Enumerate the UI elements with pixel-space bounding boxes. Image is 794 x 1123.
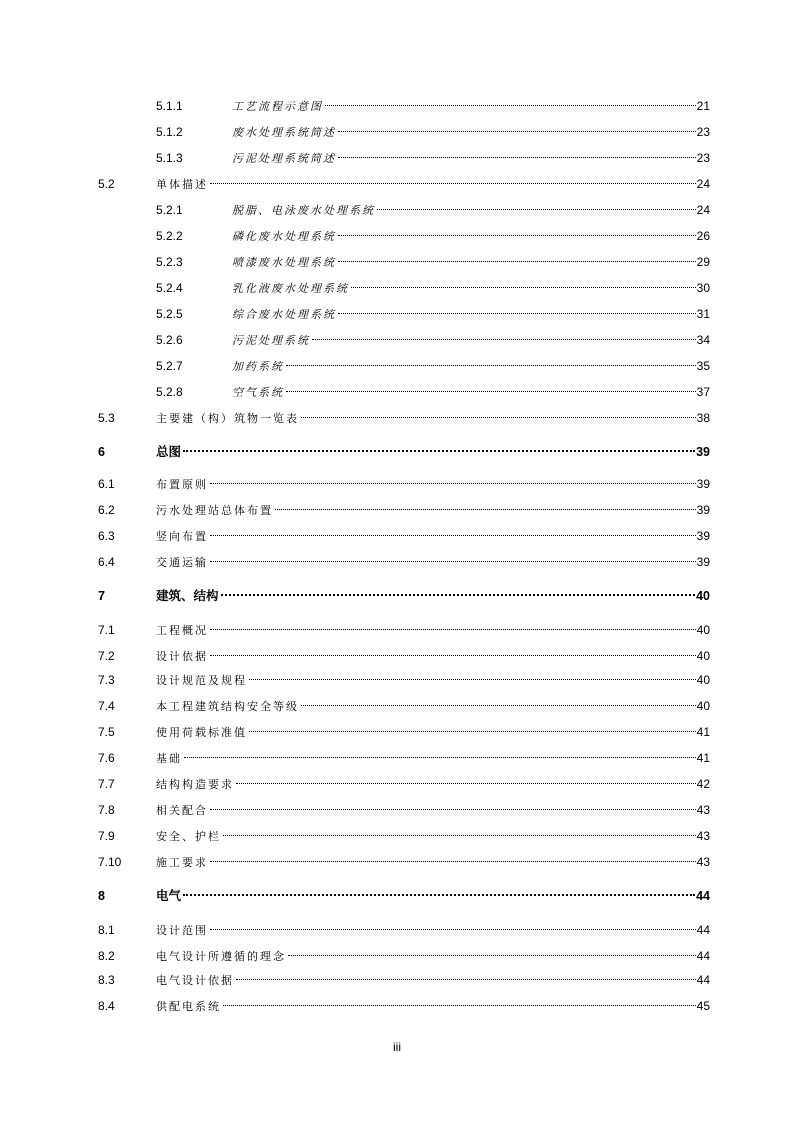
toc-dot-leader: [338, 157, 696, 158]
toc-entry-page: 40: [696, 699, 710, 713]
toc-entry-number: 5.2.4: [156, 281, 183, 295]
toc-entry-title: 供配电系统: [156, 1001, 221, 1013]
page-number: iii: [393, 1040, 401, 1054]
toc-dot-leader: [223, 835, 696, 836]
toc-dot-leader: [210, 655, 696, 656]
toc-entry[interactable]: [0, 970, 794, 990]
toc-entry-number: 6.1: [98, 477, 115, 491]
toc-entry-title: 总图: [156, 445, 182, 459]
toc-entry-title: 相关配合: [156, 805, 208, 817]
toc-dot-leader: [210, 561, 696, 562]
toc-entry[interactable]: [0, 552, 794, 572]
toc-entry-number: 6: [98, 445, 105, 459]
toc-entry[interactable]: [0, 852, 794, 872]
toc-entry-page: 41: [696, 751, 710, 765]
toc-entry-number: 8.2: [98, 949, 115, 963]
toc-entry-page: 43: [696, 803, 710, 817]
toc-dot-leader: [312, 339, 696, 340]
toc-dot-leader: [236, 979, 696, 980]
toc-entry[interactable]: [0, 408, 794, 428]
toc-entry-number: 7.2: [98, 649, 115, 663]
toc-entry-page: 43: [696, 855, 710, 869]
toc-entry[interactable]: [0, 278, 794, 298]
toc-entry-number: 8: [98, 889, 105, 903]
toc-entry[interactable]: [0, 330, 794, 350]
toc-entry-title: 布置原则: [156, 479, 208, 491]
toc-entry-page: 21: [696, 99, 710, 113]
toc-entry-page: 41: [696, 725, 710, 739]
toc-entry-page: 39: [696, 445, 710, 459]
toc-entry[interactable]: [0, 252, 794, 272]
toc-entry-number: 5.2: [98, 177, 115, 191]
toc-entry[interactable]: [0, 122, 794, 142]
toc-entry-number: 5.1.3: [156, 151, 183, 165]
toc-dot-leader: [351, 287, 696, 288]
toc-entry[interactable]: [0, 526, 794, 546]
toc-entry-page: 24: [696, 203, 710, 217]
toc-entry-title: 单体描述: [156, 179, 208, 191]
toc-dot-leader: [223, 1005, 696, 1006]
toc-entry-number: 6.4: [98, 555, 115, 569]
toc-entry-page: 44: [696, 889, 710, 903]
toc-dot-leader: [210, 183, 696, 184]
toc-dot-leader: [338, 313, 696, 314]
toc-dot-leader: [301, 417, 696, 418]
toc-entry-number: 7.5: [98, 725, 115, 739]
toc-dot-leader: [249, 679, 696, 680]
toc-entry[interactable]: [0, 148, 794, 168]
toc-entry-number: 7.7: [98, 777, 115, 791]
toc-entry-number: 7.9: [98, 829, 115, 843]
toc-entry-page: 44: [696, 923, 710, 937]
toc-entry-number: 5.2.2: [156, 229, 183, 243]
toc-entry-title: 脱脂、电泳废水处理系统: [232, 205, 375, 217]
toc-entry[interactable]: [0, 500, 794, 520]
toc-entry-page: 29: [696, 255, 710, 269]
toc-entry-title: 主要建（构）筑物一览表: [156, 413, 299, 425]
toc-entry-page: 40: [696, 649, 710, 663]
toc-entry-title: 电气设计依据: [156, 975, 234, 987]
toc-dot-leader: [286, 365, 696, 366]
toc-entry[interactable]: [0, 946, 794, 966]
toc-entry-page: 45: [696, 999, 710, 1013]
toc-dot-leader: [210, 629, 696, 630]
toc-entry-title: 污泥处理系统简述: [232, 153, 336, 165]
toc-entry-title: 磷化废水处理系统: [232, 231, 336, 243]
toc-entry-number: 7.10: [98, 855, 122, 869]
toc-entry-number: 5.1.2: [156, 125, 183, 139]
toc-entry[interactable]: [0, 442, 794, 462]
toc-dot-leader: [210, 535, 696, 536]
toc-entry-title: 电气: [156, 889, 182, 903]
toc-dot-leader: [377, 209, 696, 210]
toc-entry-title: 工艺流程示意图: [232, 101, 323, 113]
toc-entry-title: 基础: [156, 753, 182, 765]
toc-entry-title: 本工程建筑结构安全等级: [156, 701, 299, 713]
toc-dot-leader: [286, 391, 696, 392]
toc-entry-number: 8.1: [98, 923, 115, 937]
toc-entry-page: 23: [696, 125, 710, 139]
toc-entry-number: 5.2.6: [156, 333, 183, 347]
toc-entry-number: 7.1: [98, 623, 115, 637]
toc-entry-page: 44: [696, 973, 710, 987]
toc-entry-title: 施工要求: [156, 857, 208, 869]
toc-entry-page: 26: [696, 229, 710, 243]
toc-entry-number: 8.4: [98, 999, 115, 1013]
toc-entry-number: 8.3: [98, 973, 115, 987]
toc-dot-leader: [325, 105, 696, 106]
toc-entry-number: 6.3: [98, 529, 115, 543]
toc-entry-page: 23: [696, 151, 710, 165]
toc-entry-number: 7.6: [98, 751, 115, 765]
toc-entry[interactable]: [0, 886, 794, 906]
toc-entry-number: 7: [98, 589, 105, 603]
toc-entry[interactable]: [0, 696, 794, 716]
toc-dot-leader: [338, 235, 696, 236]
toc-entry-number: 5.2.3: [156, 255, 183, 269]
toc-entry-page: 39: [696, 503, 710, 517]
toc-entry-page: 40: [696, 589, 710, 603]
toc-entry[interactable]: [0, 748, 794, 768]
toc-entry-title: 设计依据: [156, 651, 208, 663]
toc-dot-leader: [221, 594, 696, 596]
toc-dot-leader: [210, 861, 696, 862]
toc-entry-title: 使用荷载标准值: [156, 727, 247, 739]
toc-entry-title: 乳化液废水处理系统: [232, 283, 349, 295]
toc-entry-title: 安全、护栏: [156, 831, 221, 843]
toc-dot-leader: [183, 450, 695, 452]
toc-dot-leader: [275, 509, 696, 510]
toc-dot-leader: [236, 783, 696, 784]
toc-entry-title: 污泥处理系统: [232, 335, 310, 347]
toc-entry[interactable]: [0, 826, 794, 846]
toc-entry-title: 竖向布置: [156, 531, 208, 543]
toc-entry-title: 加药系统: [232, 361, 284, 373]
toc-entry-page: 38: [696, 411, 710, 425]
toc-entry[interactable]: [0, 96, 794, 116]
toc-entry-page: 40: [696, 673, 710, 687]
toc-entry-page: 44: [696, 949, 710, 963]
toc-entry-number: 7.4: [98, 699, 115, 713]
toc-entry[interactable]: [0, 774, 794, 794]
toc-dot-leader: [301, 705, 696, 706]
toc-entry[interactable]: [0, 646, 794, 666]
toc-entry-title: 设计规范及规程: [156, 675, 247, 687]
toc-dot-leader: [210, 809, 696, 810]
toc-entry[interactable]: [0, 304, 794, 324]
toc-entry-page: 31: [696, 307, 710, 321]
toc-entry[interactable]: [0, 800, 794, 820]
toc-entry-page: 39: [696, 477, 710, 491]
toc-entry-page: 42: [696, 777, 710, 791]
toc-entry-number: 7.8: [98, 803, 115, 817]
toc-dot-leader: [183, 894, 695, 896]
toc-entry[interactable]: [0, 356, 794, 376]
toc-entry[interactable]: [0, 382, 794, 402]
toc-entry-page: 39: [696, 529, 710, 543]
toc-entry-page: 40: [696, 623, 710, 637]
toc-entry-title: 电气设计所遵循的理念: [156, 951, 286, 963]
toc-dot-leader: [288, 955, 696, 956]
toc-dot-leader: [338, 261, 696, 262]
toc-entry-page: 30: [696, 281, 710, 295]
toc-entry[interactable]: [0, 620, 794, 640]
toc-entry-page: 24: [696, 177, 710, 191]
toc-entry-number: 5.1.1: [156, 99, 183, 113]
toc-entry-title: 设计范围: [156, 925, 208, 937]
toc-entry-number: 5.2.5: [156, 307, 183, 321]
toc-entry[interactable]: [0, 722, 794, 742]
toc-dot-leader: [338, 131, 696, 132]
toc-entry-page: 37: [696, 385, 710, 399]
toc-entry-title: 废水处理系统简述: [232, 127, 336, 139]
toc-entry-number: 5.2.7: [156, 359, 183, 373]
toc-entry[interactable]: [0, 474, 794, 494]
toc-entry[interactable]: [0, 920, 794, 940]
toc-entry-title: 空气系统: [232, 387, 284, 399]
toc-entry[interactable]: [0, 200, 794, 220]
toc-entry-number: 5.2.8: [156, 385, 183, 399]
toc-dot-leader: [210, 929, 696, 930]
toc-entry-page: 39: [696, 555, 710, 569]
toc-entry-title: 交通运输: [156, 557, 208, 569]
toc-entry[interactable]: [0, 174, 794, 194]
toc-entry-page: 35: [696, 359, 710, 373]
toc-dot-leader: [249, 731, 696, 732]
toc-entry-number: 7.3: [98, 673, 115, 687]
toc-entry-page: 43: [696, 829, 710, 843]
toc-dot-leader: [184, 757, 696, 758]
toc-entry[interactable]: [0, 670, 794, 690]
toc-entry[interactable]: [0, 586, 794, 606]
toc-entry-title: 综合废水处理系统: [232, 309, 336, 321]
toc-entry-title: 工程概况: [156, 625, 208, 637]
toc-entry-title: 喷漆废水处理系统: [232, 257, 336, 269]
toc-entry-title: 结构构造要求: [156, 779, 234, 791]
toc-entry-page: 34: [696, 333, 710, 347]
toc-entry-title: 污水处理站总体布置: [156, 505, 273, 517]
toc-entry-number: 5.3: [98, 411, 115, 425]
toc-entry[interactable]: [0, 226, 794, 246]
toc-entry[interactable]: [0, 996, 794, 1016]
toc-entry-number: 6.2: [98, 503, 115, 517]
toc-dot-leader: [210, 483, 696, 484]
toc-entry-number: 5.2.1: [156, 203, 183, 217]
toc-entry-title: 建筑、结构: [156, 589, 219, 603]
